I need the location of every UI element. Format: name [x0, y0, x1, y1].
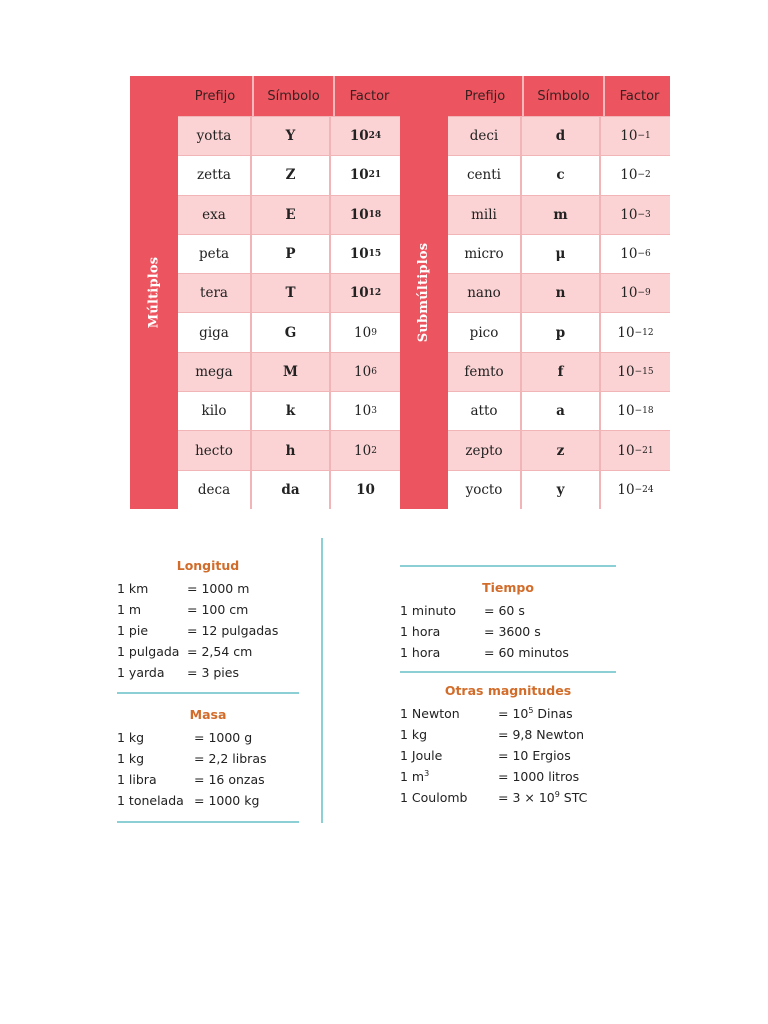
conversion-unit [117, 602, 187, 617]
symbol-cell: c [522, 156, 601, 194]
prefix-table [130, 76, 670, 509]
symbol-cell: a [522, 392, 601, 430]
conversion-unit [400, 645, 484, 660]
factor-cell: 10 6 [354, 363, 377, 380]
prefix-cell: micro [448, 235, 522, 273]
table-row [178, 430, 400, 469]
symbol-cell: y [522, 471, 601, 509]
table-row [178, 116, 400, 155]
factor-cell: 10 12 [349, 285, 382, 302]
conversion-value-text: = 3 × 10 [498, 790, 555, 805]
header-factor: Factor [349, 88, 390, 104]
conversion-value [187, 644, 252, 659]
factor-cell: 10 9 [354, 324, 377, 341]
conversion-value-text: = 10 [498, 706, 529, 721]
conversion-row [400, 787, 616, 808]
conversion-unit-text: 1 kg [400, 727, 428, 742]
symbol-cell: da [252, 471, 331, 509]
conversion-unit [117, 772, 194, 787]
table-row [178, 391, 400, 430]
factor-base: 10 [617, 403, 635, 420]
tiempo-title: Tiempo [482, 580, 534, 595]
prefix-cell: femto [448, 353, 522, 391]
symbol-cell: k [252, 392, 331, 430]
factor-base: 10 [617, 442, 635, 459]
conversion-row [117, 790, 299, 811]
conversion-value-text: = 1000 kg [194, 793, 260, 808]
symbol-cell: n [522, 274, 601, 312]
conversion-unit [117, 644, 187, 659]
conversion-row [400, 703, 616, 724]
conversion-unit [117, 793, 194, 808]
factor-base: 10 [354, 363, 372, 380]
factor-cell: 10 −2 [620, 167, 651, 184]
factor-cell: 10 −1 [620, 128, 651, 145]
symbol-cell: z [522, 431, 601, 469]
conversion-row [117, 769, 299, 790]
table-row [178, 352, 400, 391]
table-row [448, 430, 670, 469]
table-row [448, 352, 670, 391]
factor-base: 10 [620, 246, 638, 263]
header-symbol: Símbolo [254, 76, 335, 116]
conversion-row [117, 641, 299, 662]
multiples-label: Múltiplos [146, 256, 162, 329]
factor-cell: 10 −15 [617, 363, 654, 380]
factor-cell: 10 −21 [617, 442, 654, 459]
prefix-cell: zetta [178, 156, 252, 194]
conversion-unit-text: 1 kg [117, 751, 145, 766]
table-row [448, 312, 670, 351]
conversion-unit [400, 603, 484, 618]
table-row [448, 155, 670, 194]
conversion-row [400, 745, 616, 766]
conversion-value-text: = 10 Ergios [498, 748, 571, 763]
conversion-value [484, 603, 525, 618]
conversion-value [194, 751, 267, 766]
conversion-unit-text: 1 yarda [117, 665, 165, 680]
symbol-cell: Y [252, 117, 331, 155]
factor-base: 10 [349, 285, 369, 302]
conversion-value-text: = 9,8 Newton [498, 727, 585, 742]
conversion-unit [117, 751, 194, 766]
factor-base: 10 [354, 442, 372, 459]
factor-base: 10 [620, 206, 638, 223]
conversion-unit [400, 706, 498, 721]
prefix-cell: pico [448, 313, 522, 351]
symbol-cell: p [522, 313, 601, 351]
conversion-value-text: = 1000 litros [498, 769, 580, 784]
conversion-value [498, 748, 571, 763]
symbol-cell: d [522, 117, 601, 155]
conversion-unit-exponent: 3 [424, 768, 430, 778]
conversion-unit-text: 1 hora [400, 645, 441, 660]
table-header [178, 76, 400, 116]
conversion-unit-text: 1 pulgada [117, 644, 180, 659]
prefix-cell: nano [448, 274, 522, 312]
factor-cell: 10 24 [349, 128, 382, 145]
conversion-value-unit: Dinas [533, 706, 573, 721]
conversion-unit [400, 727, 498, 742]
factor-base: 10 [356, 481, 375, 498]
table-row [178, 195, 400, 234]
factor-cell: 10 18 [349, 206, 382, 223]
factor-base: 10 [349, 167, 369, 184]
conversion-unit-text: 1 m [400, 769, 425, 784]
symbol-cell: μ [522, 235, 601, 273]
conversion-row [117, 620, 299, 641]
factor-base: 10 [349, 246, 369, 263]
factor-cell: 10 −3 [620, 206, 651, 223]
conversion-value [187, 602, 248, 617]
conversion-row [400, 724, 616, 745]
longitud-block [117, 558, 299, 683]
conversion-row [117, 727, 299, 748]
prefix-cell: centi [448, 156, 522, 194]
symbol-cell: m [522, 196, 601, 234]
factor-cell: 10 −9 [620, 285, 651, 302]
prefix-cell: mili [448, 196, 522, 234]
factor-base: 10 [349, 128, 369, 145]
prefix-cell: giga [178, 313, 252, 351]
conversion-value-text: = 3 pies [187, 665, 239, 680]
conversion-value-exponent: 5 [528, 705, 534, 715]
conversion-value-text: = 60 minutos [484, 645, 569, 660]
tiempo-divider [400, 671, 616, 673]
symbol-cell: Z [252, 156, 331, 194]
submultiples-label: Submúltiplos [416, 242, 432, 343]
prefix-cell: yocto [448, 471, 522, 509]
conversion-value-text: = 60 s [484, 603, 525, 618]
conversion-unit [400, 790, 498, 805]
factor-cell: 10 21 [349, 167, 382, 184]
conversion-value [194, 793, 259, 808]
factor-cell: 10 15 [349, 246, 382, 263]
conversion-row [117, 662, 299, 683]
factor-base: 10 [354, 324, 372, 341]
conversion-value-text: = 100 cm [187, 602, 249, 617]
table-row [178, 470, 400, 509]
table-row [448, 116, 670, 155]
conversion-unit-text: 1 hora [400, 624, 441, 639]
factor-base: 10 [617, 324, 635, 341]
factor-base: 10 [617, 481, 635, 498]
conversion-unit [117, 730, 194, 745]
conversion-value-text: = 1000 m [187, 581, 250, 596]
symbol-cell: M [252, 353, 331, 391]
conversion-value [484, 645, 569, 660]
vertical-divider [321, 538, 323, 823]
factor-cell: 10 −6 [620, 246, 651, 263]
conversion-value [187, 581, 249, 596]
conversion-value-unit: STC [559, 790, 588, 805]
conversion-row [117, 748, 299, 769]
conversion-unit [400, 624, 484, 639]
factor-base: 10 [620, 167, 638, 184]
conversion-unit-text: 1 minuto [400, 603, 456, 618]
multiples-table [178, 76, 400, 509]
symbol-cell: G [252, 313, 331, 351]
factor-base: 10 [620, 285, 638, 302]
longitud-title: Longitud [176, 558, 240, 573]
factor-cell: 10 3 [354, 403, 377, 420]
conversion-value-exponent: 9 [554, 789, 560, 799]
masa-title: Masa [189, 707, 227, 722]
prefix-cell: tera [178, 274, 252, 312]
table-row [448, 234, 670, 273]
table-row [448, 470, 670, 509]
masa-block [117, 707, 299, 811]
conversion-value-text: = 16 onzas [194, 772, 265, 787]
conversion-unit [117, 581, 187, 596]
otras-title: Otras magnitudes [444, 683, 572, 698]
factor-base: 10 [349, 206, 369, 223]
conversion-unit-text: 1 kg [117, 730, 145, 745]
submultiples-table [448, 76, 670, 509]
factor-base: 10 [354, 403, 372, 420]
prefix-cell: kilo [178, 392, 252, 430]
tiempo-block [400, 580, 616, 663]
factor-cell [331, 471, 400, 509]
factor-cell: 10 2 [354, 442, 377, 459]
prefix-cell: exa [178, 196, 252, 234]
table-header [448, 76, 670, 116]
conversion-value-text: = 2,54 cm [187, 644, 253, 659]
conversion-unit-text: 1 pie [117, 623, 149, 638]
table-row [448, 391, 670, 430]
conversion-value-text: = 1000 g [194, 730, 253, 745]
table-row [178, 234, 400, 273]
conversion-value [187, 665, 239, 680]
header-prefix: Prefijo [178, 76, 254, 116]
conversion-unit-text: 1 libra [117, 772, 157, 787]
header-prefix: Prefijo [448, 76, 524, 116]
factor-cell: 10 −12 [617, 324, 654, 341]
conversion-value [194, 772, 265, 787]
conversion-value [498, 769, 579, 784]
table-row [178, 273, 400, 312]
conversion-unit [400, 769, 498, 784]
conversion-row [117, 578, 299, 599]
factor-base: 10 [620, 128, 638, 145]
conversion-value [498, 790, 587, 805]
prefix-cell: hecto [178, 431, 252, 469]
conversion-unit-text: 1 tonelada [117, 793, 184, 808]
prefix-cell: atto [448, 392, 522, 430]
table-row [178, 312, 400, 351]
conversion-unit [117, 623, 187, 638]
table-row [448, 195, 670, 234]
prefix-cell: zepto [448, 431, 522, 469]
conversion-value-text: = 12 pulgadas [187, 623, 279, 638]
prefix-cell: deca [178, 471, 252, 509]
header-symbol: Símbolo [524, 76, 605, 116]
conversion-value [498, 727, 584, 742]
conversion-unit-text: 1 Coulomb [400, 790, 468, 805]
masa-divider [117, 821, 299, 823]
table-row [448, 273, 670, 312]
symbol-cell: T [252, 274, 331, 312]
longitud-divider [117, 692, 299, 694]
conversion-unit-text: 1 km [117, 581, 149, 596]
conversion-row [400, 600, 616, 621]
multiples-band [130, 76, 178, 509]
symbol-cell: P [252, 235, 331, 273]
conversion-unit [117, 665, 187, 680]
factor-base: 10 [617, 363, 635, 380]
conversion-unit-text: 1 Joule [400, 748, 443, 763]
conversion-row [117, 599, 299, 620]
conversion-value [194, 730, 252, 745]
conversion-row [400, 642, 616, 663]
symbol-cell: h [252, 431, 331, 469]
symbol-cell: E [252, 196, 331, 234]
conversion-value-text: = 2,2 libras [194, 751, 267, 766]
header-factor: Factor [619, 88, 660, 104]
prefix-cell: deci [448, 117, 522, 155]
factor-cell: 10 −24 [617, 481, 654, 498]
symbol-cell: f [522, 353, 601, 391]
prefix-cell: mega [178, 353, 252, 391]
conversion-row [400, 621, 616, 642]
conversion-unit-text: 1 m [117, 602, 142, 617]
prefix-cell: peta [178, 235, 252, 273]
factor-cell: 10 −18 [617, 403, 654, 420]
conversion-unit [400, 748, 498, 763]
submultiples-band [400, 76, 448, 509]
tiempo-top-divider [400, 565, 616, 567]
conversion-row [400, 766, 616, 787]
prefix-cell: yotta [178, 117, 252, 155]
otras-block [400, 683, 616, 808]
conversion-value [187, 623, 278, 638]
conversion-value [498, 706, 573, 721]
table-row [178, 155, 400, 194]
conversion-value-text: = 3600 s [484, 624, 541, 639]
conversion-unit-text: 1 Newton [400, 706, 460, 721]
conversion-value [484, 624, 541, 639]
